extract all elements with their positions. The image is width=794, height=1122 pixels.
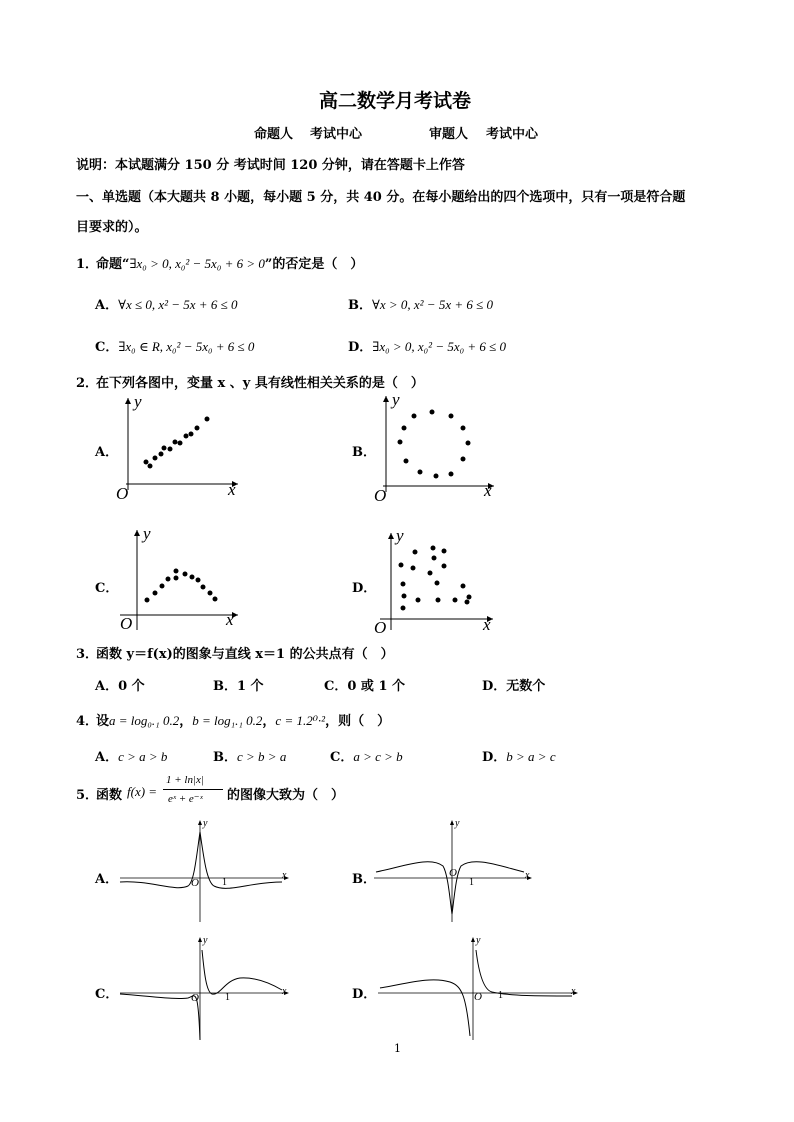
q3-option-b: B．1 个 <box>213 679 264 694</box>
q5-option-a-label: A． <box>95 872 119 887</box>
q5-numerator: 1 + ln|x| <box>166 774 204 786</box>
q1-option-b: B．∀x > 0, x² − 5x + 6 ≤ 0 <box>348 297 494 313</box>
q5d-origin: O <box>474 991 482 1003</box>
q5-stem-a: 函数 <box>96 788 123 803</box>
q2-option-c-label: C． <box>95 581 119 596</box>
page-title: 高二数学月考试卷 <box>319 90 472 112</box>
q2d-origin: O <box>374 618 387 637</box>
q5a-axis-x: x <box>282 870 287 881</box>
q4-option-b: B．c > b > a <box>213 749 287 765</box>
q5-option-b-label: B． <box>352 872 376 887</box>
q5d-tick: 1 <box>498 990 503 1001</box>
q1-number: 1． <box>76 257 99 272</box>
q2-option-a-label: A． <box>95 445 119 460</box>
author: 考试中心 <box>310 127 363 142</box>
q5d-axis-y: y <box>476 935 481 946</box>
q5b-origin: O <box>449 867 457 879</box>
q5b-axis-y: y <box>455 818 460 829</box>
q5-denominator: eˣ + e⁻ˣ <box>168 793 203 805</box>
q2a-axis-x: x <box>228 480 236 499</box>
q5-number: 5． <box>76 788 99 803</box>
q2-number: 2． <box>76 376 99 391</box>
reviewer-label: 审题人 <box>429 127 469 142</box>
q5-option-c-label: C． <box>95 987 119 1002</box>
author-label: 命题人 <box>254 127 294 142</box>
q2-option-d-label: D． <box>352 581 377 596</box>
q2c-origin: O <box>120 614 133 633</box>
q2b-origin: O <box>374 486 387 505</box>
q5a-origin: O <box>191 877 199 889</box>
q2a-origin: O <box>116 484 129 503</box>
q2b-axis-y: y <box>392 390 400 409</box>
q4-stem: 设a = log₀.₁ 0.2，b = log₁.₁ 0.2，c = 1.2⁰·²，则（ ） <box>96 713 391 729</box>
q1-option-d: D．∃x₀ > 0, x₀² − 5x₀ + 6 ≤ 0 <box>348 339 507 355</box>
q1-option-a: A．∀x ≤ 0, x² − 5x + 6 ≤ 0 <box>95 297 238 313</box>
q5c-tick: 1 <box>225 992 230 1003</box>
exam-notes: 说明：本试题满分 150 分 考试时间 120 分钟，请在答题卡上作答 <box>76 158 465 173</box>
q5a-axis-y: y <box>203 818 208 829</box>
q5-stem-b: 的图像大致为（ ） <box>227 788 345 803</box>
section-heading-line2: 目要求的）。 <box>76 220 148 235</box>
q4-option-c: C．a > c > b <box>330 749 403 765</box>
section-heading-line1: 一、单选题（本大题共 8 小题，每小题 5 分，共 40 分。在每小题给出的四个选项中，只有一项是符合题 <box>76 190 686 205</box>
q5-fx: f(x) = <box>127 784 158 799</box>
q3-stem: 函数 y＝f(x)的图象与直线 x＝1 的公共点有（ ） <box>96 647 394 662</box>
q2-stem: 在下列各图中，变量 x 、y 具有线性相关关系的是（ ） <box>96 376 424 391</box>
q5a-tick: 1 <box>222 877 227 888</box>
q5-option-d-label: D． <box>352 987 377 1002</box>
q4-number: 4． <box>76 714 99 729</box>
q2c-axis-x: x <box>226 610 234 629</box>
q3-option-d: D．无数个 <box>482 679 546 694</box>
q4-option-a: A．c > a > b <box>95 749 168 765</box>
reviewer: 考试中心 <box>486 127 539 142</box>
q5c-axis-y: y <box>203 935 208 946</box>
q2d-axis-x: x <box>483 615 491 634</box>
q2d-axis-y: y <box>396 526 404 545</box>
q5b-axis-x: x <box>525 870 530 881</box>
q2c-axis-y: y <box>143 524 151 543</box>
q4-option-d: D．b > a > c <box>482 749 556 765</box>
q3-option-a: A．0 个 <box>95 679 145 694</box>
q5b-tick: 1 <box>469 877 474 888</box>
q5c-origin: O <box>191 992 199 1004</box>
q2-option-b-label: B． <box>352 445 376 460</box>
q5c-axis-x: x <box>282 986 287 997</box>
q1-stem: 命题“∃x₀ > 0, x₀² − 5x₀ + 6 > 0”的否定是（ ） <box>96 256 364 272</box>
q2b-axis-x: x <box>484 481 492 500</box>
q5d-axis-x: x <box>571 986 576 997</box>
q3-option-c: C．0 或 1 个 <box>324 679 406 694</box>
page-number: 1 <box>394 1042 401 1055</box>
q1-option-c: C．∃x₀ ∈ R, x₀² − 5x₀ + 6 ≤ 0 <box>95 339 255 355</box>
q3-number: 3． <box>76 647 99 662</box>
q2a-axis-y: y <box>134 392 142 411</box>
